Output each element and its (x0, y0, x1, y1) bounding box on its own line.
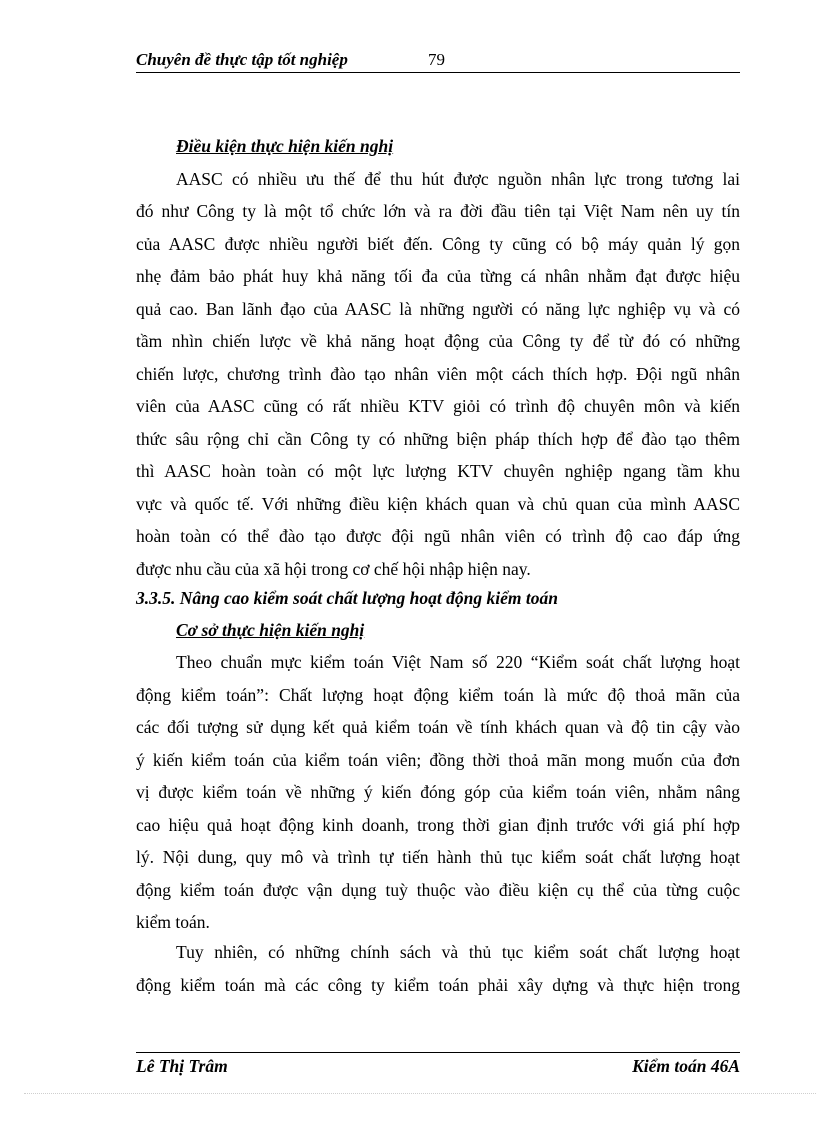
paragraph-line: thức sâu rộng chỉ cần Công ty có những biện pháp thích hợp để đào tạo thêm (136, 428, 740, 449)
author-name: Lê Thị Trâm (136, 1056, 228, 1076)
paragraph-line: cao hiệu quả hoạt động kinh doanh, trong thời gian định trước với giá phí hợp (136, 814, 740, 835)
paragraph-line: động kiểm toán được vận dụng tuỳ thuộc vào điều kiện cụ thể của từng cuộc (136, 879, 740, 900)
paragraph-line: các đối tượng sử dụng kết quả kiểm toán về tính khách quan và độ tin cậy vào (136, 717, 740, 737)
page-edge-divider (24, 1093, 816, 1094)
paragraph-line: của AASC được nhiều người biết đến. Công ty cũng có bộ máy quản lý gọn (136, 233, 740, 254)
paragraph-line: ý kiến kiểm toán của kiểm toán viên; đồng thời thoả mãn mong muốn của đơn (136, 749, 740, 770)
section-heading: 3.3.5. Nâng cao kiểm soát chất lượng hoạt động kiểm toán (136, 588, 558, 608)
paragraph-line: Tuy nhiên, có những chính sách và thủ tục kiểm soát chất lượng hoạt (176, 942, 740, 962)
paragraph-line: đó như Công ty là một tổ chức lớn và ra đời đầu tiên tại Việt Nam nên uy tín (136, 201, 740, 221)
paragraph-line: được nhu cầu của xã hội trong cơ chế hội nhập hiện nay. (136, 558, 531, 579)
paragraph-line: lý. Nội dung, quy mô và trình tự tiến hành thủ tục kiểm soát chất lượng hoạt (136, 847, 740, 867)
page-header (136, 50, 740, 73)
paragraph-line: Theo chuẩn mực kiểm toán Việt Nam số 220 “Kiểm soát chất lượng hoạt (176, 652, 740, 672)
paragraph-line: quả cao. Ban lãnh đạo của AASC là những người có năng lực nghiệp vụ và có (136, 298, 740, 319)
paragraph-line: tầm nhìn chiến lược về khả năng hoạt động của Công ty để từ đó có những (136, 331, 740, 351)
paragraph-line: nhẹ đảm bảo phát huy khả năng tối đa của từng cá nhân nhằm đạt được hiệu (136, 266, 740, 286)
document-title: Chuyên đề thực tập tốt nghiệp (136, 50, 348, 69)
paragraph-line: vực và quốc tế. Với những điều kiện khách quan và chủ quan của mình AASC (136, 493, 740, 514)
heading-basis: Cơ sở thực hiện kiến nghị (176, 620, 365, 640)
paragraph-line: hoàn toàn có thể đào tạo được đội ngũ nhân viên có trình độ cao đáp ứng (136, 526, 740, 546)
paragraph-line: viên của AASC cũng có rất nhiều KTV giỏi có trình độ chuyên môn và kiến (136, 396, 740, 416)
paragraph-line: chiến lược, chương trình đào tạo nhân viên một cách thích hợp. Đội ngũ nhân (136, 363, 740, 384)
paragraph-line: động kiểm toán”: Chất lượng hoạt động kiểm toán là mức độ thoả mãn của (136, 684, 740, 705)
paragraph-line: thì AASC hoàn toàn có một lực lượng KTV chuyên nghiệp ngang tầm khu (136, 461, 740, 481)
page-number: 79 (428, 50, 445, 69)
paragraph-line: AASC có nhiều ưu thế để thu hút được nguồn nhân lực trong tương lai (176, 168, 740, 189)
course-name: Kiểm toán 46A (632, 1056, 740, 1076)
paragraph-line: động kiểm toán mà các công ty kiểm toán phải xây dựng và thực hiện trong (136, 974, 740, 995)
paragraph-line: vị được kiểm toán về những ý kiến đóng góp của kiểm toán viên, nhằm nâng (136, 782, 740, 802)
paragraph-line: kiểm toán. (136, 912, 210, 932)
heading-conditions: Điều kiện thực hiện kiến nghị (176, 136, 394, 156)
page-footer (136, 1052, 740, 1076)
